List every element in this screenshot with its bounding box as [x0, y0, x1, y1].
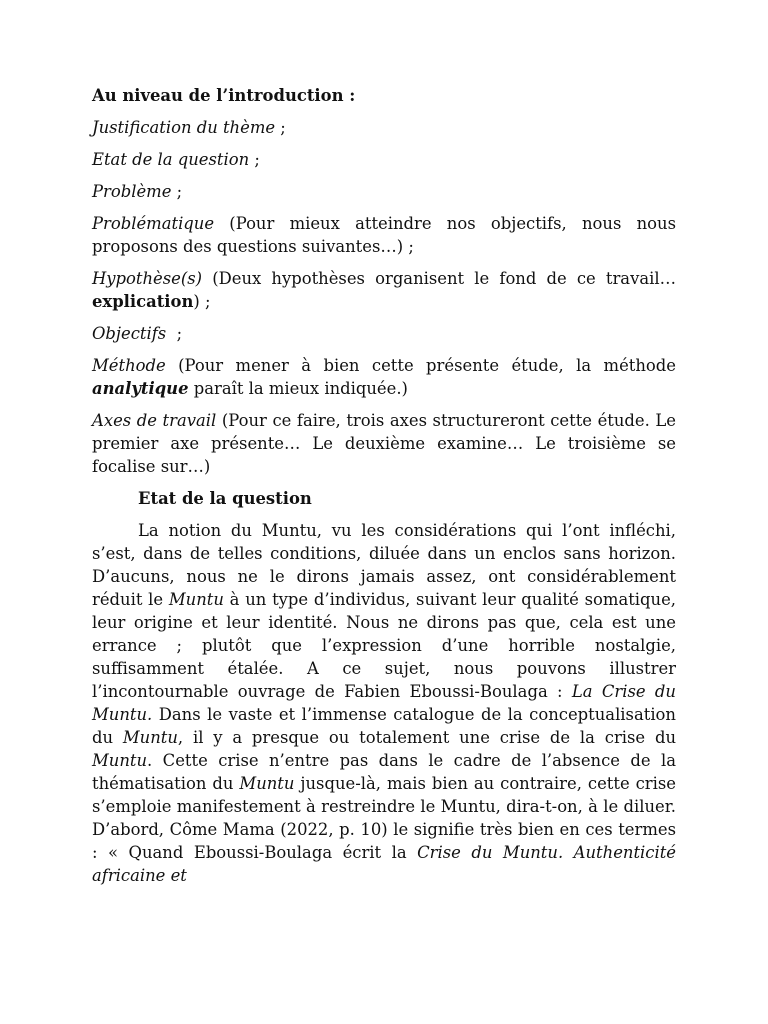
intro-item-probleme	[92, 180, 676, 203]
italic-run: Crise du Muntu. Authenticité africaine et	[92, 843, 676, 885]
item-term: Hypothèse(s)	[92, 269, 203, 288]
intro-item-etat	[92, 148, 676, 171]
intro-item-justification	[92, 116, 676, 139]
document-body	[92, 84, 676, 887]
section-paragraph	[92, 519, 676, 887]
item-tail: paraît la mieux indiquée.)	[188, 379, 408, 398]
item-text: ;	[166, 324, 183, 343]
italic-run: Muntu	[122, 728, 178, 747]
item-text: ;	[249, 150, 260, 169]
item-term: Objectifs	[92, 324, 167, 343]
item-text: (Deux hypothèses organisent le fond de ce travail…	[202, 269, 676, 288]
item-term: Axes de travail	[92, 411, 217, 430]
item-term: Problème	[92, 182, 172, 201]
item-text: (Pour mieux atteindre nos objectifs, nous nous proposons des questions suivantes…) ;	[92, 214, 676, 256]
italic-run: Muntu	[239, 774, 295, 793]
text-run: à un type d’individus, suivant leur qualité somatique, leur origine et leur identité. Nous ne dirons pas que, cela est une errance ; plutôt que l’expression d’une horrible nostalgie, suffisamment étalée. A ce sujet, nous pouvons illustrer l’incontournable ouvrage de Fabien Eboussi-Boulaga :	[92, 590, 676, 701]
item-text: ;	[171, 182, 183, 201]
item-strong: analytique	[92, 379, 189, 398]
item-term: Méthode	[92, 356, 166, 375]
item-text: ;	[275, 118, 286, 137]
item-strong: explication	[92, 292, 194, 311]
section-title: Etat de la question	[138, 489, 312, 508]
italic-run: Muntu	[168, 590, 224, 609]
text-run: . Cette crise n’entre pas dans le cadre de l’absence de la thématisation du	[92, 751, 676, 793]
text-run: Dans le vaste et l’immense catalogue de la conceptualisation du	[92, 705, 676, 747]
italic-run: Muntu	[92, 751, 148, 770]
item-tail: ) ;	[193, 292, 211, 311]
text-run: , il y a presque ou totalement une crise de la crise du	[177, 728, 676, 747]
intro-heading: Au niveau de l’introduction :	[92, 86, 356, 105]
text-run: jusque-là, mais bien au contraire, cette crise s’emploie manifestement à restreindre le Muntu, dira-t-on, à le diluer. D’abord, Côme Mama (2022, p. 10) le signifie très bien en ces termes : « Quand Eboussi-Boulaga écrit la	[92, 774, 676, 862]
text-run: La notion du Muntu, vu les considérations qui l’ont infléchi, s’est, dans de telles conditions, diluée dans un enclos sans horizon. D’aucuns, nous ne le dirons jamais assez, ont considérablement réduit le	[92, 521, 676, 609]
item-text: (Pour ce faire, trois axes structureront cette étude. Le premier axe présente… Le deuxième examine… Le troisième se focalise sur…)	[92, 411, 676, 476]
intro-item-objectifs	[92, 322, 676, 345]
item-term: Etat de la question	[92, 150, 250, 169]
intro-item-hypotheses	[92, 267, 676, 313]
item-term: Justification du thème	[92, 118, 276, 137]
italic-run: La Crise du Muntu.	[92, 682, 676, 724]
intro-item-problematique	[92, 212, 676, 258]
item-term: Problématique	[92, 214, 215, 233]
item-text: (Pour mener à bien cette présente étude, la méthode	[165, 356, 676, 375]
intro-item-methode	[92, 354, 676, 400]
intro-item-axes	[92, 409, 676, 478]
